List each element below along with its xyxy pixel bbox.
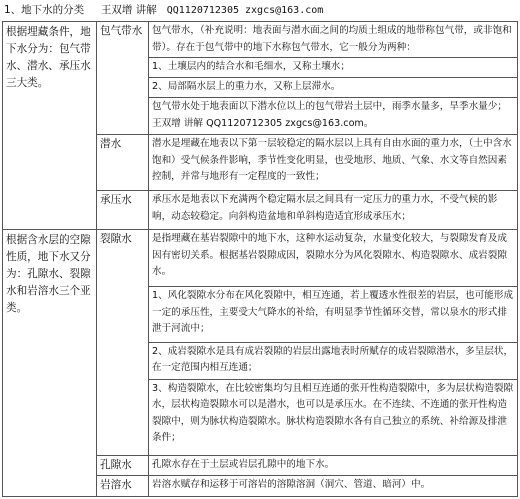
- header-title: 1、地下水的分类: [4, 4, 85, 16]
- criterion-porosity: 根据含水层的空隙性质，地下水又分为：孔隙水、裂隙水和岩溶水三个亚类。: [3, 230, 97, 497]
- header-author: 王双增 讲解: [100, 4, 157, 16]
- criterion-burial: 根据埋藏条件，地下水分为：包气带水、潜水、承压水三大类。: [3, 22, 97, 230]
- fissure-water-item-1: 1、风化裂隙水分布在风化裂隙中，相互连通，若上覆透水性很差的岩层，也可能形成一定的承压性，主要受大气降水的补给，有明显季节性循环交替，常以泉水的形式排泄于河流中；: [149, 287, 518, 342]
- fissure-water-desc: 是指埋藏在基岩裂隙中的地下水，这种水运动复杂，水量变化较大，与裂隙发育及成因有密切关系。根据基岩裂隙成因，裂隙水分为风化裂隙水、构造裂隙水、成岩裂隙水。: [149, 230, 518, 287]
- fissure-water-item-2: 2、成岩裂隙水是具有成岩裂隙的岩层出露地表时所赋存的成岩裂隙潜水，多呈层状，在一定范围内相互连通；: [149, 342, 518, 379]
- type-vadose-water: 包气带水: [97, 22, 149, 135]
- table-row: [3, 230, 518, 287]
- document-header: [4, 1, 323, 20]
- confined-water-desc: 承压水是地表以下充满两个稳定隔水层之间具有一定压力的重力水，不受气候的影响，动态较稳定。向斜构造盆地和单斜构造适宜形成承压水；: [149, 191, 518, 230]
- pore-water-desc: 孔隙水存在于土层或岩层孔隙中的地下水。: [149, 455, 518, 475]
- type-fissure-water: 裂隙水: [97, 230, 149, 455]
- groundwater-classification-table: [2, 21, 518, 497]
- vadose-water-item-1: 1、土壤层内的结合水和毛细水，又称土壤水；: [149, 58, 518, 78]
- type-phreatic-water: 潜水: [97, 135, 149, 191]
- phreatic-water-desc: 潜水是埋藏在地表以下第一层较稳定的隔水层以上具有自由水面的重力水，（土中含水饱和）受气候条件影响，季节性变化明显，也受地形、地质、气象、水文等自然因素控制，并常与地形有一定程度的一致性；: [149, 135, 518, 191]
- karst-water-desc: 岩溶水赋存和运移于可溶岩的溶隙溶洞（洞穴、管道、暗河）中。: [149, 475, 518, 496]
- type-karst-water: 岩溶水: [97, 475, 149, 496]
- type-confined-water: 承压水: [97, 191, 149, 230]
- header-contact: QQ1120712305 zxgcs@163.com: [166, 5, 324, 16]
- vadose-water-desc: 包气带水，（补充说明：地表面与潜水面之间的均质土组成的地带称包气带，或非饱和带）。存在于包气带中的地下水称包气带水，它一般分为两种：: [149, 22, 518, 58]
- table-row: [3, 22, 518, 58]
- type-pore-water: 孔隙水: [97, 455, 149, 475]
- vadose-water-item-2: 2、局部隔水层上的重力水，又称上层滞水。: [149, 78, 518, 98]
- fissure-water-item-3: 3、构造裂隙水，在比较密集均匀且相互连通的张开性构造裂隙中，多为层状构造裂隙水，层状构造裂隙水可以是潜水，也可以是承压水。在不连续、不连通的张开性构造裂隙中，则为脉状构造裂隙水。脉状构造裂隙水各有自己独立的系统、补给源及排泄条件；: [149, 379, 518, 455]
- vadose-water-note: 包气带水处于地表面以下潜水位以上的包气带岩土层中，雨季水量多，旱季水量少；王双增 讲解 QQ1120712305 zxgcs@163.com。: [149, 98, 518, 135]
